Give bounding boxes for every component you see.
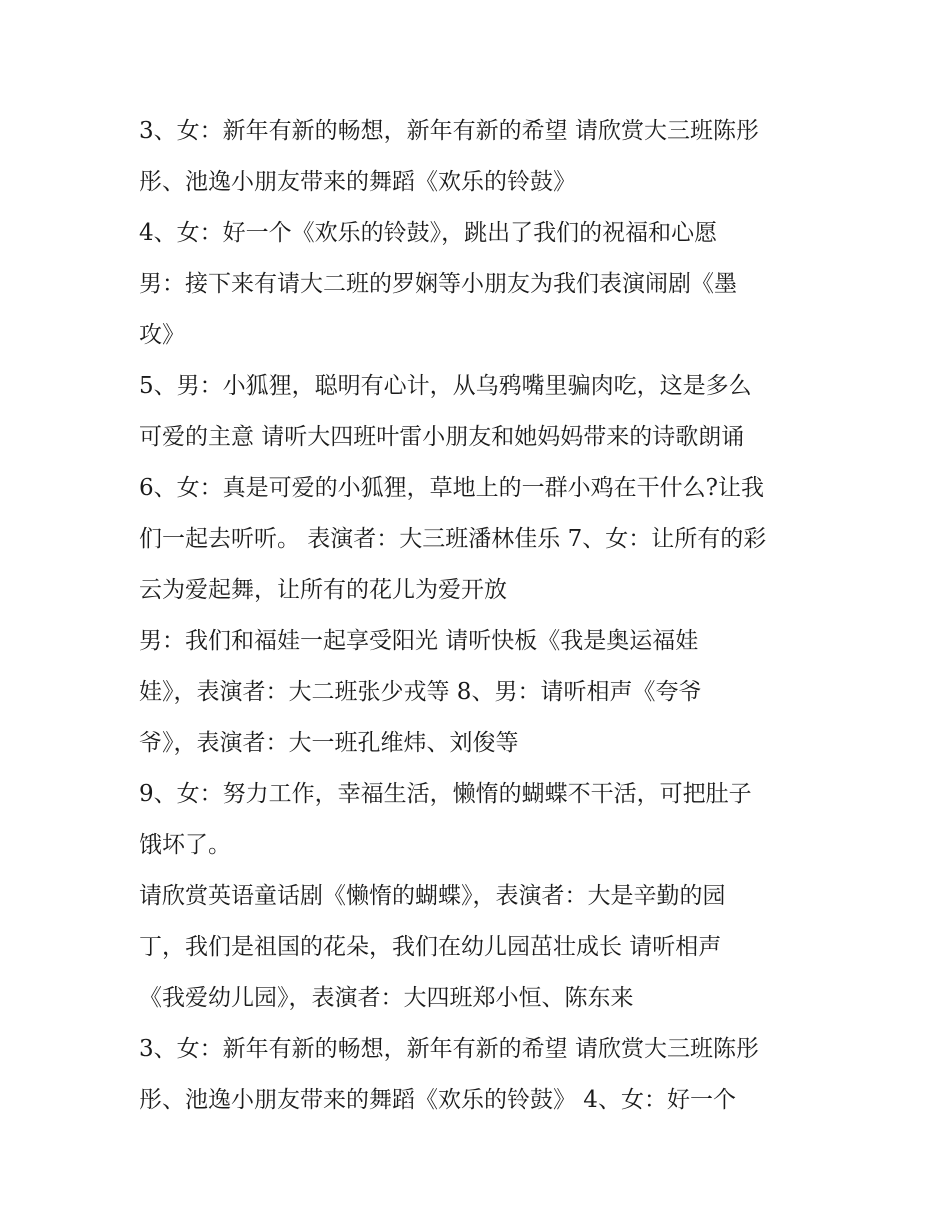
text-line: 们一起去听听。 表演者：大三班潘林佳乐 7、女：让所有的彩 [139, 526, 767, 552]
text-line: 彤、池逸小朋友带来的舞蹈《欢乐的铃鼓》 [139, 169, 576, 195]
text-line: 3、女：新年有新的畅想，新年有新的希望 请欣赏大三班陈彤 [139, 1036, 759, 1062]
text-line: 可爱的主意 请听大四班叶雷小朋友和她妈妈带来的诗歌朗诵 [139, 424, 745, 450]
text-line: 娃》，表演者：大二班张少戎等 8、男：请听相声《夸爷 [139, 679, 702, 705]
text-line: 《我爱幼儿园》，表演者：大四班郑小恒、陈东来 [139, 985, 634, 1011]
text-line: 饿坏了。 [139, 832, 231, 858]
text-line: 男：我们和福娃一起享受阳光 请听快板《我是奥运福娃 [139, 628, 699, 654]
text-line: 5、男：小狐狸，聪明有心计，从乌鸦嘴里骗肉吃，这是多么 [139, 373, 752, 399]
text-line: 9、女：努力工作，幸福生活，懒惰的蝴蝶不干活，可把肚子 [139, 781, 752, 807]
document-body [139, 106, 829, 1126]
text-line: 6、女：真是可爱的小狐狸，草地上的一群小鸡在干什么?让我 [139, 475, 764, 501]
text-line: 4、女：好一个《欢乐的铃鼓》，跳出了我们的祝福和心愿 [139, 220, 718, 246]
text-line: 3、女：新年有新的畅想，新年有新的希望 请欣赏大三班陈彤 [139, 118, 759, 144]
text-line: 彤、池逸小朋友带来的舞蹈《欢乐的铃鼓》 4、女：好一个 [139, 1087, 736, 1113]
text-line: 男：接下来有请大二班的罗娴等小朋友为我们表演闹剧《墨 [139, 271, 737, 297]
text-line: 丁，我们是祖国的花朵，我们在幼儿园茁壮成长 请听相声 [139, 934, 722, 960]
text-line: 请欣赏英语童话剧《懒惰的蝴蝶》，表演者：大是辛勤的园 [139, 883, 726, 909]
text-line: 云为爱起舞，让所有的花儿为爱开放 [139, 577, 507, 603]
text-line: 爷》，表演者：大一班孔维炜、刘俊等 [139, 730, 519, 756]
text-line: 攻》 [139, 322, 185, 348]
